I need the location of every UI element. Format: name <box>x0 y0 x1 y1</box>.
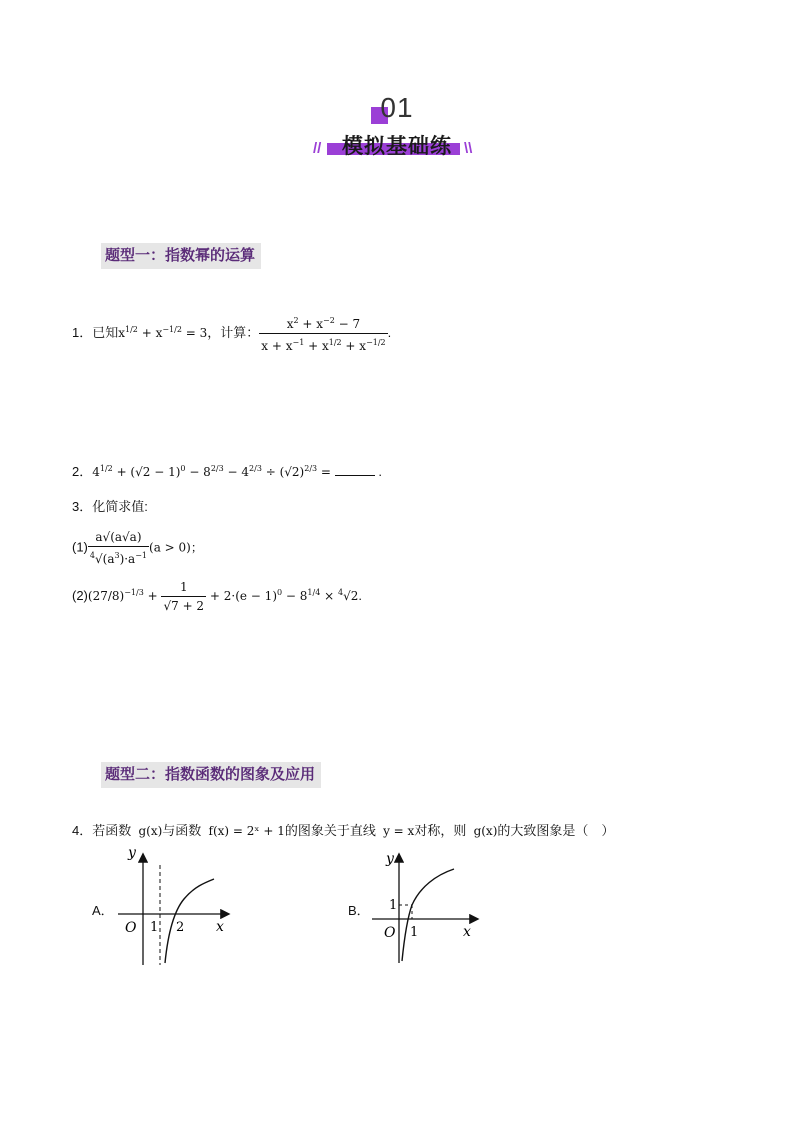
q1-condition: $x^{1/2} + x^{-1/2} = 3$ <box>118 324 208 340</box>
q2-answer-blank <box>335 475 375 476</box>
deco-slash-right: \\ <box>464 140 473 157</box>
page-title: 模拟基础练 <box>342 135 452 158</box>
graph-option-b <box>362 845 497 970</box>
question-3-part-1 <box>72 528 203 568</box>
q4-f: f(x) = 2ˣ + 1 <box>208 824 285 838</box>
q4-g: g(x) <box>138 824 163 838</box>
q3-p1-condition: (a > 0)； <box>149 540 203 555</box>
q2-expression: $4^{1/2} + (√2 - 1)^0 - 8^{2/3} - 4^{2/3} \div (√2)^{2/3}$ = <box>92 464 335 479</box>
q2-end: . <box>378 464 383 479</box>
q3-p2-label: (2) <box>72 588 88 603</box>
question-3: 3．化简求值: <box>72 499 148 514</box>
y-label: y <box>386 851 394 867</box>
curve <box>402 869 454 961</box>
q3-p2-expression: $(27/8)^{-1/3}$ + $\frac{1}{√7 + 2}$ + $2\cdot(e - 1)^0 - 8^{1/4} \times ^4√2$ <box>87 580 359 613</box>
q1-denominator: $x + x^{-1} + x^{1/2} + x^{-1/2}$ <box>261 338 386 353</box>
curve <box>165 879 214 963</box>
q1-fraction <box>259 312 387 355</box>
x-label: x <box>463 924 471 940</box>
section-heading-1: 题型一：指数幂的运算 <box>101 243 261 269</box>
q3-p2-end: . <box>358 588 362 603</box>
q1-numerator: $x^2 + x^{-2} - 7$ <box>259 312 387 334</box>
q3-p1-label: (1) <box>72 539 88 555</box>
q1-number: 1．已知 <box>72 324 119 340</box>
question-3-part-2 <box>72 578 362 615</box>
tick-2: 2 <box>176 920 185 935</box>
question-4: 4．若函数 g(x)与函数 f(x) = 2ˣ + 1的图象关于直线 y = x对称，则 g(x)的大致图象是（ ） <box>72 823 615 838</box>
tick-1: 1 <box>150 920 159 935</box>
question-1 <box>72 312 391 355</box>
tick-x-1: 1 <box>410 925 419 940</box>
option-b-label: B． <box>348 903 370 918</box>
tick-y-1: 1 <box>389 898 398 913</box>
deco-slash-left: // <box>313 140 322 157</box>
origin-label: O <box>125 920 137 936</box>
q1-mid: ，计算： <box>207 324 260 340</box>
section-number: 01 <box>380 92 414 123</box>
question-2 <box>72 460 382 481</box>
q2-number: 2． <box>72 464 93 479</box>
x-label: x <box>216 919 224 935</box>
graph-option-a <box>110 845 245 970</box>
q4-line: y = x <box>383 824 415 838</box>
q3-p1-fraction: $\frac{a√(a√a)}{^4√(a^3)\cdot a^{-1}}$ <box>89 530 148 566</box>
q1-end: . <box>387 324 392 340</box>
option-a-label: A． <box>92 903 114 918</box>
section-heading-2: 题型二：指数函数的图象及应用 <box>101 762 321 788</box>
y-label: y <box>128 845 136 861</box>
origin-label: O <box>384 925 396 941</box>
